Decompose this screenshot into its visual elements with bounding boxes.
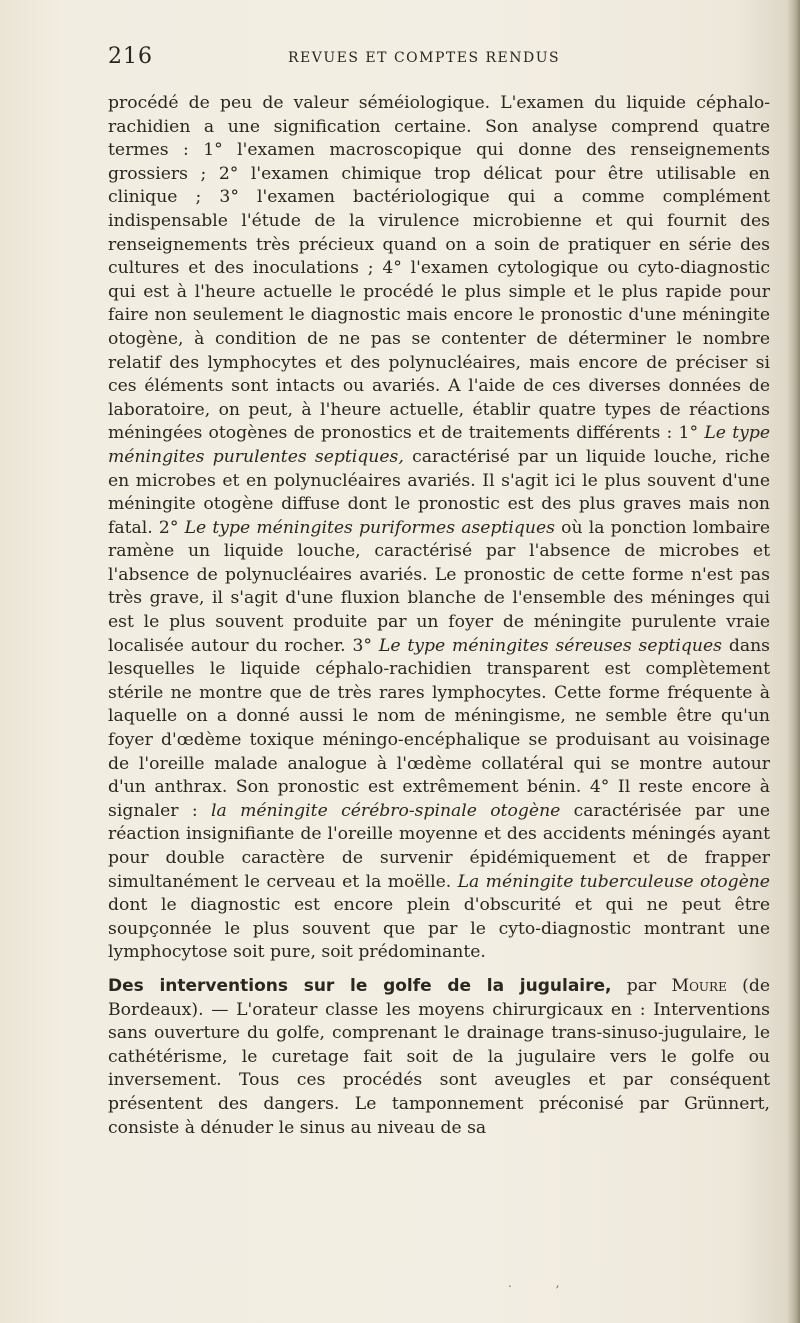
text-run: où la ponction lombaire ramène un liquide louche, caractérisé par l'absence de microbes et l'absence de polynucléaires avariés. Le pronostic de cette forme n'est pas très grave, il s'agit d'une fluxion blanche de l'ensemble des méninges qui est le plus souvent produite par un foyer de méningite purulente vraie localisée autour du rocher. 3° — [108, 517, 770, 656]
text-run: (de Bordeaux). — L'orateur classe les moyens chirurgicaux en : Interventions sans ouverture du golfe, comprenant le drainage trans-sinuso-jugulaire, le cathétérisme, le curetage fait soit de la jugulaire vers le golfe ou inversement. Tous ces procédés sont aveugles et par conséquent présentent des dangers. Le tamponnement préconisé par Grünnert, consiste à dénuder le sinus au niveau de sa — [108, 975, 771, 1138]
text-run: dont le diagnostic est encore plein d'obscurité et qui ne peut être soupçonnée le plus souvent que par le cyto-diagnostic montrant une lymphocytose soit pure, soit prédominante. — [108, 895, 770, 963]
italic-term: Le type méningites séreuses septiques — [378, 635, 722, 656]
text-run: dans lesquelles le liquide céphalo-rachidien transparent est complètement stérile ne montre que de très rares lymphocytes. Cette forme fréquente à laquelle on a donné aussi le nom de méningisme, ne semble être qu'un foyer d'œdème toxique méningo-encéphalique se produisant au voisinage de l'oreille malade analogue à l'œdème collatéral qui se montre autour d'un anthrax. Son pronostic est extrêmement bénin. 4° Il reste encore à signaler : — [108, 635, 770, 821]
italic-term: La méningite tuberculeuse otogène — [457, 871, 770, 892]
italic-term: la méningite cérébro-spinale otogène — [211, 800, 561, 821]
text-run: caractérisé par un liquide louche, riche en microbes et en polynucléaires avariés. Il s'agit ici le plus souvent d'une méningite otogène diffuse dont le pronostic est des plus graves mais non fatal. 2° — [108, 446, 771, 538]
author-name: Moure — [671, 975, 727, 996]
running-head: REVUES ET COMPTES RENDUS — [288, 50, 561, 66]
paragraph-jugular-interventions — [108, 975, 770, 1140]
italic-term: Le type méningites puriformes aseptiques — [184, 517, 555, 538]
section-title: Des interventions sur le golfe de la jugulaire, — [108, 975, 612, 996]
page-number: 216 — [108, 44, 153, 69]
article-body — [108, 92, 770, 1140]
stray-print-marks: . , — [508, 1276, 580, 1290]
paragraph-meningitis-types — [108, 92, 770, 965]
text-run: caractérisée par une réaction insignifiante de l'oreille moyenne et des accidents méningés ayant pour double caractère de survenir épidémiquement et de frapper simultanément le cerveau et la moëlle. — [108, 800, 771, 892]
page-edge-shadow — [788, 0, 800, 1323]
text-run: par — [626, 975, 657, 996]
italic-term: Le type méningites purulentes septiques, — [108, 423, 770, 467]
page-header — [108, 44, 768, 76]
text-run: procédé de peu de valeur séméiologique. L'examen du liquide céphalo-rachidien a une signification certaine. Son analyse comprend quatre termes : 1° l'examen macroscopique qui donne des renseignements grossiers ; 2° l'examen chimique trop délicat pour être utilisable en clinique ; 3° l'examen bactériologique qui a comme complément indispensable l'étude de la virulence microbienne et qui fournit des renseignements très précieux quand on a soin de pratiquer en série des cultures et des inoculations ; 4° l'examen cytologique ou cyto-diagnostic qui est à l'heure actuelle le procédé le plus simple et le plus rapide pour faire non seulement le diagnostic mais encore le pronostic d'une méningite otogène, à condition de ne pas se contenter de déterminer le nombre relatif des lymphocytes et des polynucléaires, mais encore de préciser si ces éléments sont intacts ou avariés. A l'aide de ces diverses données de laboratoire, on peut, à l'heure actuelle, établir quatre types de réactions méningées otogènes de pronostics et de traitements différents : 1° — [108, 93, 770, 444]
